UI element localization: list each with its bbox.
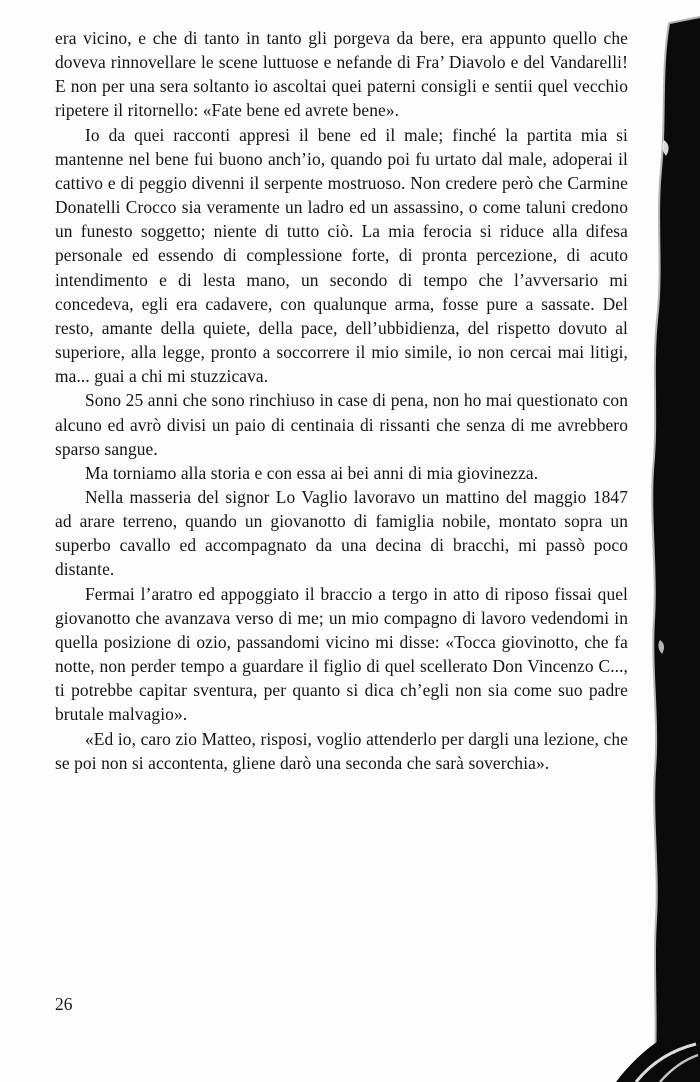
shadow-fringe xyxy=(653,18,700,1082)
paragraph: Sono 25 anni che sono rinchiuso in case di pena, non ho mai questionato con alcuno ed avrò divisi un paio di centinaia di rissanti che senza di me avrebbero sparso sangue. xyxy=(55,390,628,459)
paragraph: Io da quei racconti appresi il bene ed il male; finché la partita mia si mantenne nel bene fui buono anch’io, quando poi fu urtato dal male, adoperai il cattivo e di peggio divenni il serpente mostruoso. Non credere però che Carmine Donatelli Crocco sia veramente un ladro ed un assassino, o come taluni credono un funesto soggetto; niente di tutto ciò. La mia ferocia si riduce alla difesa personale ed essendo di complessione forte, di pronta percezione, di acuto intendimento e di lesta mano, un secondo di tempo che l’avversario mi concedeva, egli era cadavere, con qualunque arma, fosse pure a sassate. Del resto, amante della quiete, della pace, dell’ubbidienza, del rispetto dovuto al superiore, alla legge, pronto a soccorrere il mio simile, io non cercai mai litigi, ma... guai a chi mi stuzzicava. xyxy=(55,124,628,387)
paragraph: Fermai l’aratro ed appoggiato il braccio a tergo in atto di riposo fissai quel giovanotto che avanzava verso di me; un mio compagno di lavoro vedendomi in quella posizione di ozio, passandomi vicino mi disse: «Tocca giovinotto, che fa notte, non perder tempo a guardare il figlio di quel scellerato Don Vincenzo C..., ti potrebbe capitar sventura, per quanto si dica ch’egli non sia come suo padre brutale malvagio». xyxy=(55,583,628,725)
shadow-nick xyxy=(662,140,668,156)
page-number: 26 xyxy=(55,994,73,1014)
paragraph: Nella masseria del signor Lo Vaglio lavoravo un mattino del maggio 1847 ad arare terreno, quando un giovanotto di famiglia nobile, montato sopra un superbo cavallo ed accompagnato da una decina di bracchi, mi passò poco distante. xyxy=(55,486,628,580)
shadow-band xyxy=(653,18,700,1082)
shadow-nick xyxy=(658,640,664,654)
corner-highlight xyxy=(660,1055,698,1082)
paragraph: Ma torniamo alla storia e con essa ai bei anni di mia giovinezza. xyxy=(85,462,539,483)
corner-shadow xyxy=(616,1018,700,1082)
body-text xyxy=(55,26,628,775)
paragraph: era vicino, e che di tanto in tanto gli porgeva da bere, era appunto quello che doveva rinnovellare le scene luttuose e nefande di Fra’ Diavolo e del Vandarelli! E non per una sera soltanto io ascoltai quei paterni consigli e sentii quel vecchio ripetere il ritornello: «Fate bene ed avrete bene». xyxy=(55,28,628,121)
paragraph: «Ed io, caro zio Matteo, risposi, voglio attenderlo per dargli una lezione, che se poi non si accontenta, gliene darò una seconda che sarà soverchia». xyxy=(55,728,628,773)
corner-highlight xyxy=(636,1044,696,1082)
